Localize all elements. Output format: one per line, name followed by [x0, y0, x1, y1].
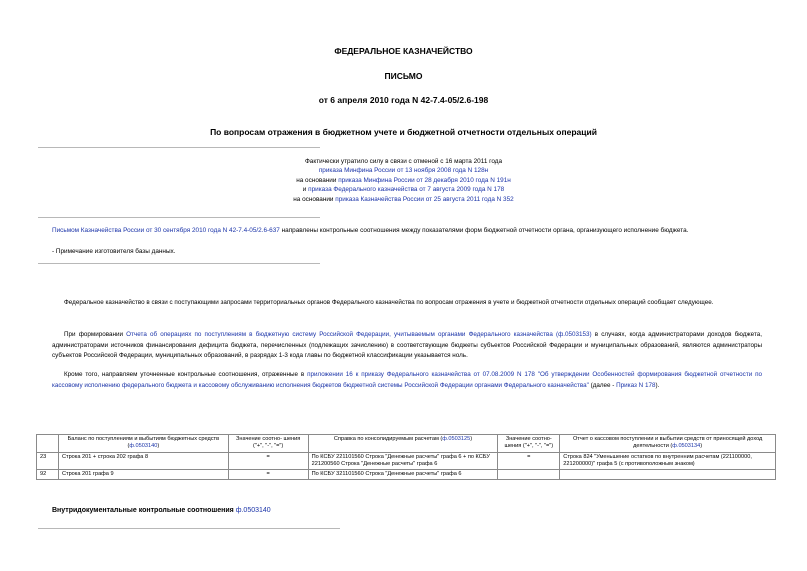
form-link[interactable]: ф.0503125: [442, 436, 471, 442]
appendix-link[interactable]: приложении 16 к приказу Федерального казначейства от 07.08.2009 N 178 "Об утверждении Особенностей формирования бюджетной отчетности по кассовому исполнению федерального бюджета и кассовому обслуживанию исполнения бюджетов бюджетной системы Российской Федерации органами Федерального казначейства": [52, 371, 762, 389]
header-cell: [37, 435, 59, 453]
header-cell: Справка по консолидируемым расчетам (ф.0503125): [308, 435, 498, 453]
reference-cell: По КСБУ 321101560 Строка "Денежные расчеты" графа 6: [308, 470, 498, 480]
header-cell: Отчет о кассовом поступлении и выбытии средств от приносящей доход деятельности (ф.0503134): [560, 435, 776, 453]
status-line: Фактически утратило силу в связи с отменой с 16 марта 2011 года: [304, 158, 503, 165]
table-row: [37, 452, 776, 470]
order-link[interactable]: приказа Казначейства России от 25 августа 2011 года N 352: [335, 195, 514, 203]
status-text: на основании: [293, 195, 336, 203]
letter-link[interactable]: Письмом Казначейства России от 30 сентября 2010 года N 42-7.4-05/2.6-637: [52, 227, 280, 234]
order-link[interactable]: приказа Федерального казначейства от 7 августа 2009 года N 178: [308, 186, 505, 194]
balance-cell: Строка 201 графа 9: [58, 470, 228, 480]
paragraph-text: Кроме того, направляем уточненные контрольные соотношения, отраженные в: [64, 371, 308, 378]
report-form-link[interactable]: Отчета об операциях по поступлениям в бюджетную систему Российской Федерации, учитываемым органами Федерального казначейства (ф.0503153): [126, 331, 592, 338]
paragraph-text: ).: [655, 381, 660, 389]
editor-note: [52, 226, 762, 235]
paragraph-3: [52, 370, 762, 391]
paragraph-2: [52, 330, 762, 362]
section-heading: [52, 507, 271, 514]
status-text: на основании: [296, 176, 339, 184]
paragraph-1: Федеральное казначейство в связи с поступающими запросами территориальных органов Федерального казначейства по вопросам отражения в учете и бюджетной отчетности отдельных операций сообщает следующее.: [64, 299, 714, 306]
header-cell: Баланс по поступлениям и выбытиям бюджетных средств (ф.0503140): [58, 435, 228, 453]
order-link[interactable]: приказа Минфина России от 28 декабря 2010 года N 191н: [338, 176, 511, 184]
control-ratios-table: [36, 434, 776, 480]
reference-cell: По КСБУ 221101560 Строка "Денежные расчеты" графа 6 + по КСБУ 221200560 Строка "Денежные расчеты" графа 6: [308, 452, 498, 470]
section-title: Внутридокументальные контрольные соотношения: [52, 507, 236, 514]
document-date-number: от 6 апреля 2010 года N 42-7.4-05/2.6-198: [318, 95, 489, 105]
paragraph-text: При формировании: [64, 331, 127, 338]
editor-note-footer: - Примечание изготовителя базы данных.: [52, 248, 176, 255]
separator: [38, 263, 320, 264]
form-link[interactable]: ф.0503140: [235, 507, 271, 514]
paragraph-text: (далее -: [588, 381, 617, 389]
form-link[interactable]: ф.0503134: [672, 443, 701, 450]
relation-cell: =: [498, 452, 560, 470]
separator: [38, 147, 320, 148]
report-cell: Строка 824 "Уменьшение остатков по внутренним расчетам (221100000, 221200000)" графа 5 (с противоположным знаком): [560, 452, 776, 470]
table-row: [37, 470, 776, 480]
header-cell: Значение соотно- шения ("+", "-", "="): [498, 435, 560, 453]
report-cell: [560, 470, 776, 480]
order-178-link[interactable]: Приказ N 178: [616, 381, 656, 389]
table-header-row: [37, 435, 776, 453]
paragraph-text: в случаях, когда администраторами доходов бюджета, администраторами источников финансирования дефицита бюджета, перечисленных (подлежащих зачислению) в соответствующие бюджеты субъектов Российской Федерации и муниципальных образований, являются администраторы субъектов Российской Федерации, муниципальных образований, в разрядах 1-3 кода главы по бюджетной классификации указывается ноль.: [52, 331, 763, 360]
document-subject: По вопросам отражения в бюджетном учете и бюджетной отчетности отдельных операций: [210, 127, 597, 137]
relation-cell: =: [228, 452, 308, 470]
row-number: 92: [37, 470, 59, 480]
relation-cell: [498, 470, 560, 480]
balance-cell: Строка 201 + строка 202 графа 8: [58, 452, 228, 470]
separator: [38, 528, 340, 529]
separator: [38, 217, 320, 218]
form-link[interactable]: ф.0503140: [129, 443, 158, 450]
document-type: ПИСЬМО: [384, 71, 423, 81]
status-note: [0, 157, 807, 204]
editor-note-text: направлены контрольные соотношения между показателями форм бюджетной отчетности органа, организующего исполнение бюджета.: [279, 227, 689, 234]
agency-name: ФЕДЕРАЛЬНОЕ КАЗНАЧЕЙСТВО: [334, 46, 473, 56]
row-number: 23: [37, 452, 59, 470]
header-cell: Значение соотно- шения ("+", "-", "="): [228, 435, 308, 453]
order-link[interactable]: приказа Минфина России от 13 ноября 2008 года N 128н: [318, 167, 489, 175]
status-text: и: [302, 186, 309, 194]
relation-cell: =: [228, 470, 308, 480]
